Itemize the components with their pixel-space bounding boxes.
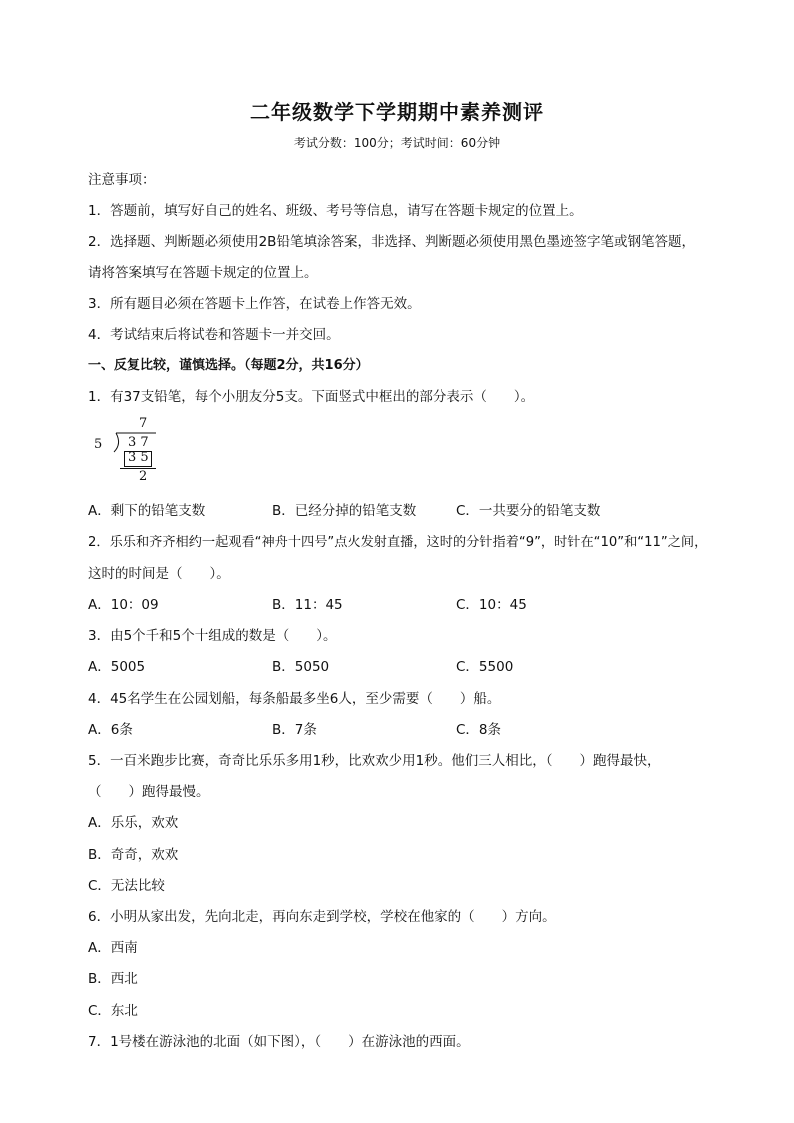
question-5-cont: （ ）跑得最慢。	[88, 784, 210, 800]
q3-option-a[interactable]: A．5005	[88, 659, 146, 675]
q6-option-a[interactable]: A．西南	[88, 940, 138, 956]
divisor: 5	[94, 437, 103, 452]
quotient: 7	[139, 416, 148, 431]
notes-heading: 注意事项：	[88, 172, 156, 188]
note-item-3: 3．所有题目必须在答题卡上作答，在试卷上作答无效。	[88, 296, 421, 312]
q1-option-a[interactable]: A．剩下的铅笔支数	[88, 503, 206, 519]
subtraction-line	[120, 468, 156, 469]
remainder: 2	[139, 469, 148, 484]
q5-option-b[interactable]: B．奇奇，欢欢	[88, 847, 179, 863]
question-2: 2．乐乐和齐齐相约一起观看“神舟十四号”点火发射直播，这时的分针指着“9”，时针在“10”和“11”之间，	[88, 535, 708, 550]
question-2-cont: 这时的时间是（ ）。	[88, 566, 230, 582]
question-7: 7．1号楼在游泳池的北面（如下图），（ ）在游泳池的西面。	[88, 1034, 470, 1050]
question-1: 1．有37支铅笔，每个小朋友分5支。下面竖式中框出的部分表示（ ）。	[88, 389, 535, 405]
exam-info: 考试分数：100分；考试时间：60分钟	[293, 136, 501, 150]
product: 3 5	[128, 450, 149, 465]
q1-option-b[interactable]: B．已经分掉的铅笔支数	[272, 503, 417, 519]
question-6: 6．小明从家出发，先向北走，再向东走到学校，学校在他家的（ ）方向。	[88, 909, 556, 925]
note-item-1: 1．答题前，填写好自己的姓名、班级、考号等信息，请写在答题卡规定的位置上。	[88, 203, 583, 219]
question-3: 3．由5个千和5个十组成的数是（ ）。	[88, 628, 337, 644]
q4-option-a[interactable]: A．6条	[88, 722, 133, 738]
q2-option-b[interactable]: B．11：45	[272, 597, 343, 613]
page-title: 二年级数学下学期期中素养测评	[250, 100, 544, 124]
q6-option-c[interactable]: C．东北	[88, 1003, 138, 1019]
q3-option-b[interactable]: B．5050	[272, 659, 330, 675]
q6-option-b[interactable]: B．西北	[88, 971, 138, 987]
q1-option-c[interactable]: C．一共要分的铅笔支数	[456, 503, 601, 519]
long-division-figure	[92, 416, 172, 488]
question-4: 4．45名学生在公园划船，每条船最多坐6人，至少需要（ ）船。	[88, 691, 501, 707]
q2-option-a[interactable]: A．10：09	[88, 597, 159, 613]
question-5: 5．一百米跑步比赛，奇奇比乐乐多用1秒，比欢欢少用1秒。他们三人相比，（ ）跑得最快，	[88, 753, 661, 769]
note-item-2-cont: 请将答案填写在答题卡规定的位置上。	[88, 265, 318, 281]
note-item-4: 4．考试结束后将试卷和答题卡一并交回。	[88, 327, 340, 343]
q5-option-c[interactable]: C．无法比较	[88, 878, 165, 894]
dividend: 3 7	[128, 435, 149, 450]
q5-option-a[interactable]: A．乐乐，欢欢	[88, 815, 179, 831]
q3-option-c[interactable]: C．5500	[456, 659, 514, 675]
q4-option-b[interactable]: B．7条	[272, 722, 317, 738]
note-item-2: 2．选择题、判断题必须使用2B铅笔填涂答案，非选择、判断题必须使用黑色墨迹签字笔或钢笔答题，	[88, 234, 695, 250]
section-heading: 一、反复比较，谨慎选择。（每题2分，共16分）	[88, 358, 369, 373]
q4-option-c[interactable]: C．8条	[456, 722, 502, 738]
q2-option-c[interactable]: C．10：45	[456, 597, 527, 613]
